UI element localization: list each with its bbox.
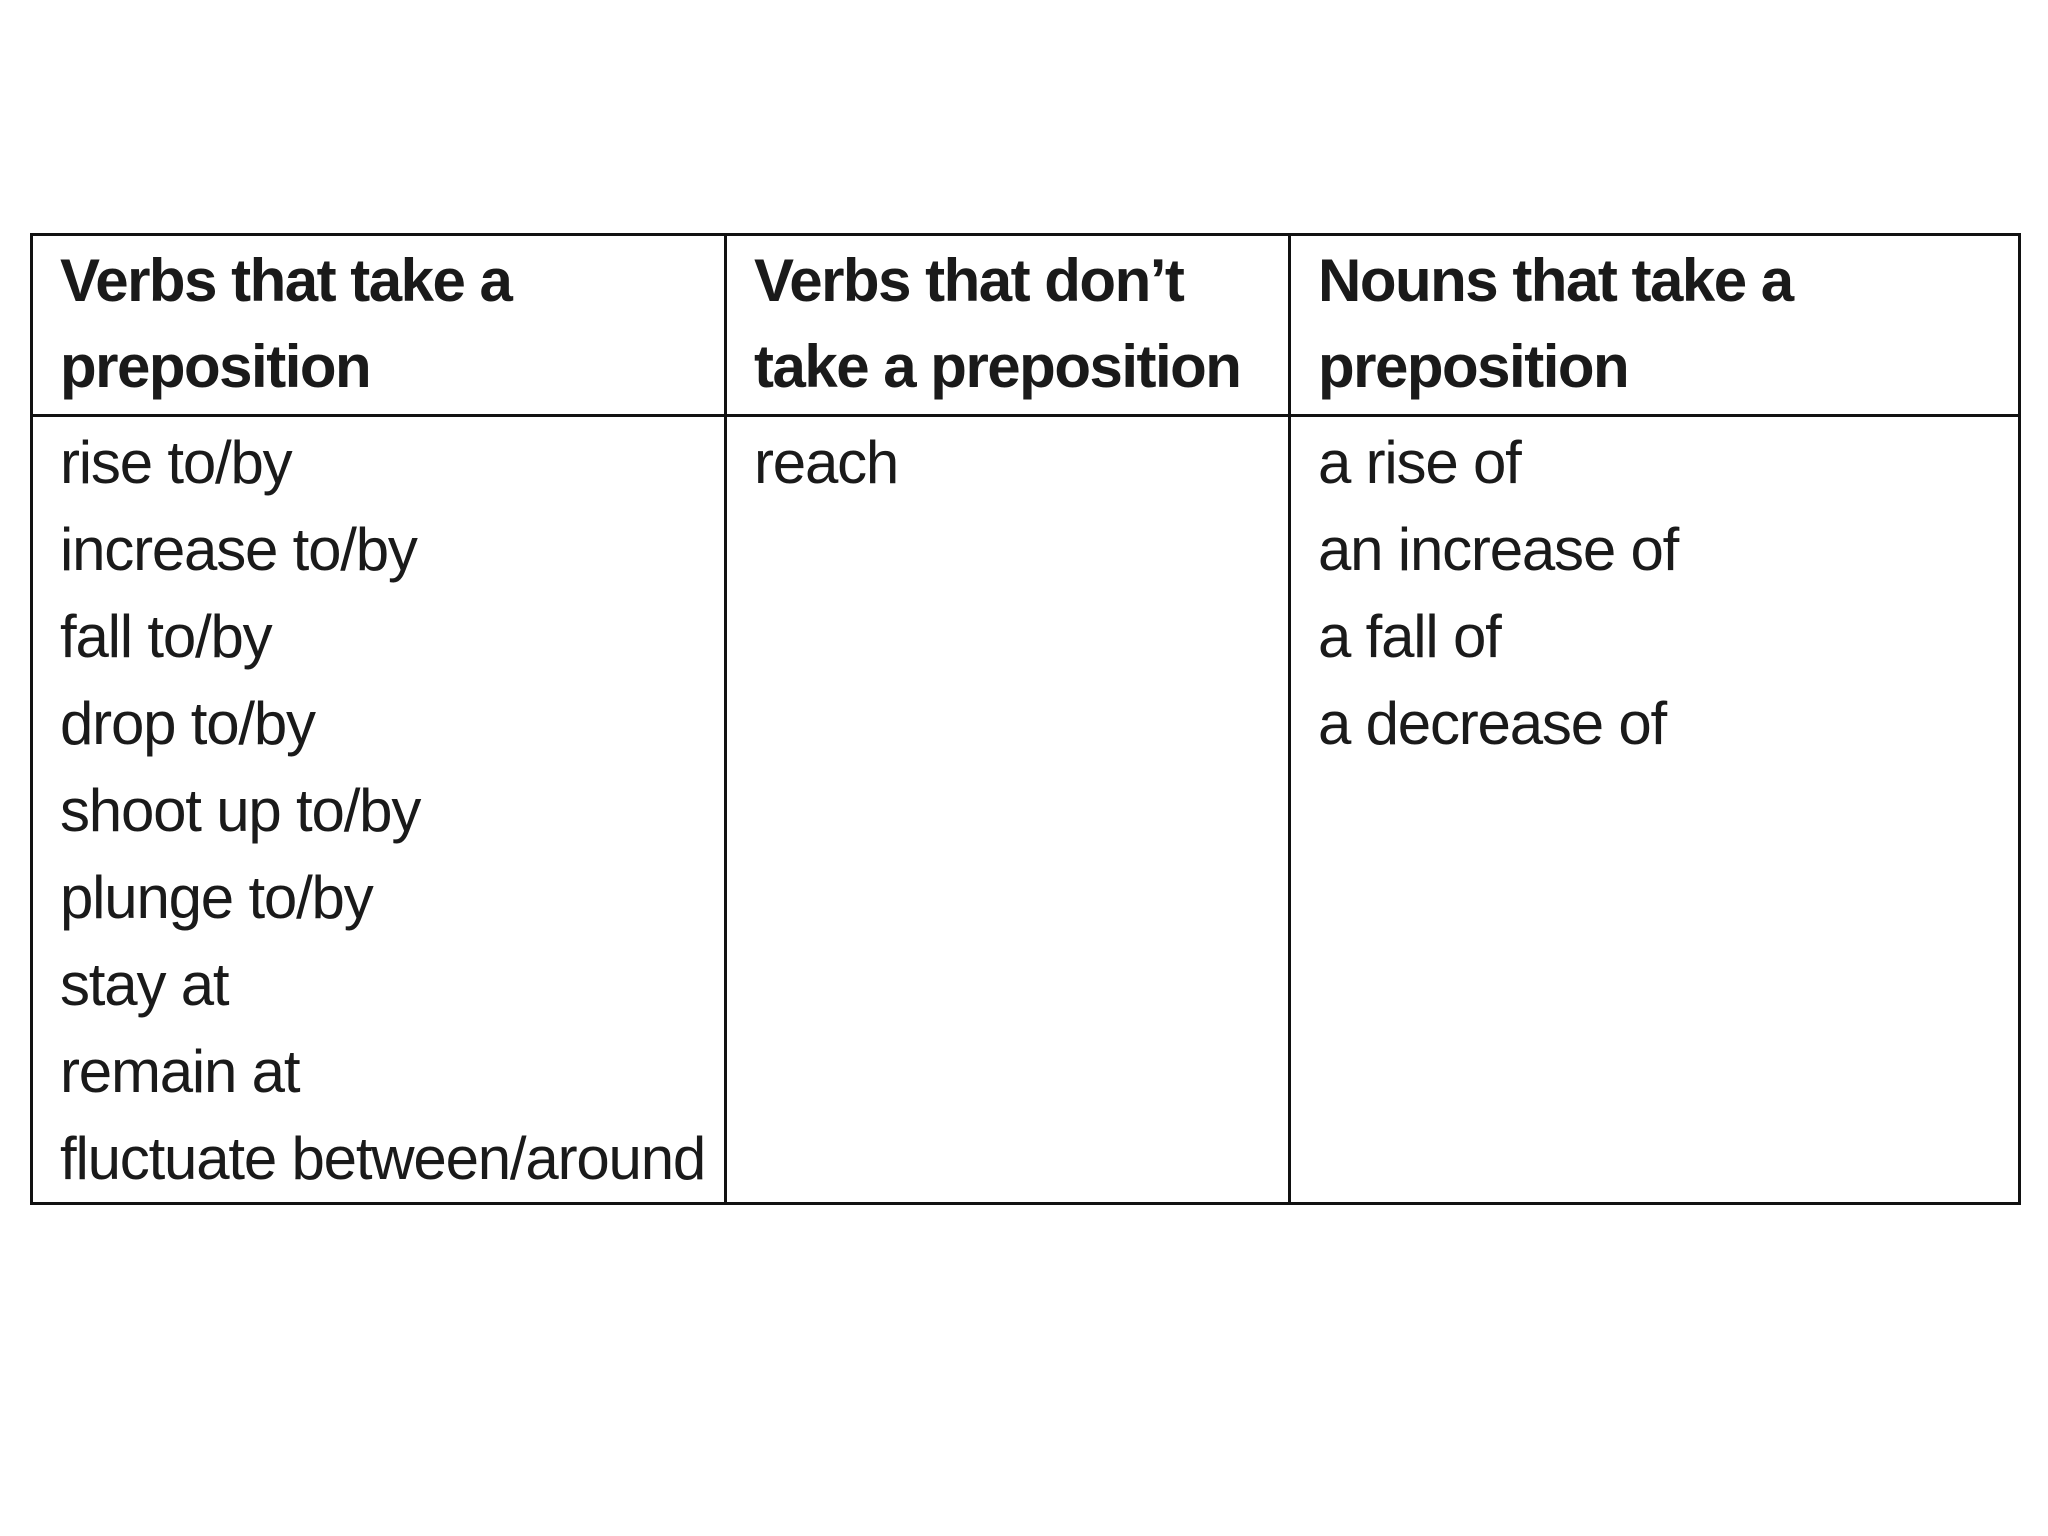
header-verbs-with-preposition: Verbs that take a preposition (32, 235, 726, 416)
header-verbs-without-preposition: Verbs that don’t take a preposition (726, 235, 1290, 416)
header-nouns-with-preposition: Nouns that take a preposition (1290, 235, 2020, 416)
table-body-row (32, 416, 2020, 1204)
list-item: fluctuate between/around (60, 1125, 706, 1192)
list-item: drop to/by (60, 690, 315, 757)
column-verbs-with-preposition (32, 416, 726, 1204)
list-item: a fall of (1318, 603, 1501, 670)
list-item: plunge to/by (60, 864, 373, 931)
list-item: an increase of (1318, 516, 1679, 583)
list-item: shoot up to/by (60, 777, 421, 844)
table-header-row (32, 235, 2020, 416)
list-item: rise to/by (60, 429, 292, 496)
list-item: remain at (60, 1038, 300, 1105)
list-item: reach (754, 429, 899, 496)
list-item: increase to/by (60, 516, 417, 583)
list-item: stay at (60, 951, 229, 1018)
column-verbs-without-preposition (726, 416, 1290, 1204)
column-nouns-with-preposition (1290, 416, 2020, 1204)
list-item: fall to/by (60, 603, 272, 670)
list-item: a decrease of (1318, 690, 1666, 757)
preposition-table-container (30, 233, 2018, 1202)
preposition-table (30, 233, 2021, 1205)
list-item: a rise of (1318, 429, 1521, 496)
